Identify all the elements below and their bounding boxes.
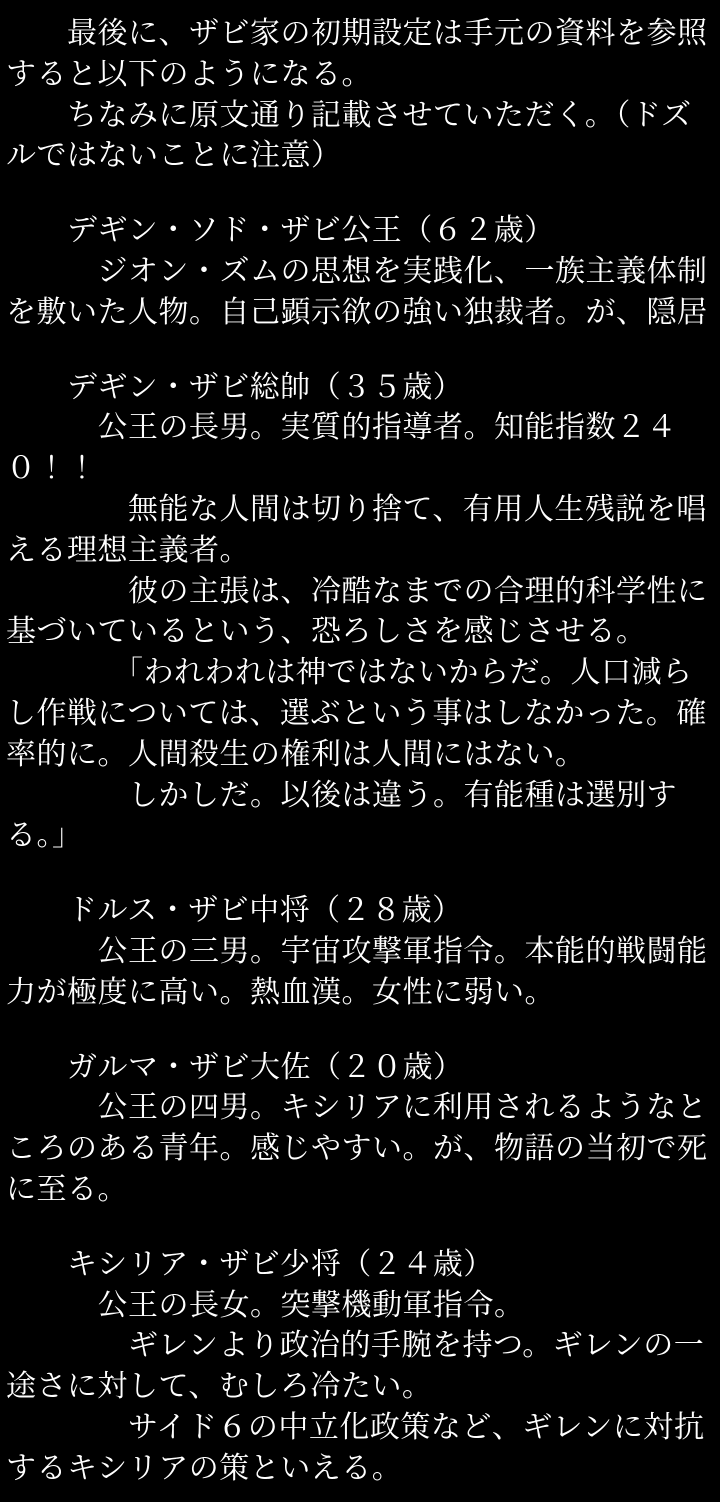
- heading-degwin: デギン・ソド・ザビ公王（６２歳）: [6, 213, 555, 249]
- paragraph-spacer: [6, 1014, 712, 1048]
- paragraph-spacer: [6, 177, 712, 211]
- paragraph-degwin-description: ジオン・ズムの思想を実践化、一族主義体制を敷いた人物。自己顕示欲の強い独裁者。が、隠居: [6, 253, 708, 330]
- paragraph-gihren-description-3: 彼の主張は、冷酷なまでの合理的科学性に基づいているという、恐ろしさを感じさせる。: [6, 573, 708, 650]
- paragraph-intro-2: ちなみに原文通り記載させていただく。（ドズルではないことに注意）: [6, 97, 692, 174]
- heading-garma: ガルマ・ザビ大佐（２０歳）: [6, 1049, 464, 1085]
- paragraph-garma-description: 公王の四男。キシリアに利用されるようなところのある青年。感じやすい。が、物語の当初で死に至る。: [6, 1090, 708, 1207]
- paragraph-kycilia-description-2: ギレンより政治的手腕を持つ。ギレンの一途さに対して、むしろ冷たい。: [6, 1328, 705, 1405]
- paragraph-spacer: [6, 1211, 712, 1245]
- paragraph-gihren-quote-2: しかしだ。以後は違う。有能種は選別する。」: [6, 777, 677, 854]
- heading-kycilia: キシリア・ザビ少将（２４歳）: [6, 1246, 494, 1282]
- paragraph-spacer: [6, 857, 712, 891]
- paragraph-spacer: [6, 334, 712, 368]
- heading-gihren: デギン・ザビ総帥（３５歳）: [6, 369, 464, 405]
- paragraph-kycilia-description-3: サイド６の中立化政策など、ギレンに対抗するキシリアの策といえる。: [6, 1409, 705, 1486]
- paragraph-gihren-description-2: 無能な人間は切り捨て、有用人生残説を唱える理想主義者。: [6, 491, 707, 568]
- paragraph-gihren-description-1: 公王の長男。実質的指導者。知能指数２４０！！: [6, 410, 677, 487]
- paragraph-kycilia-description-1: 公王の長女。突撃機動軍指令。: [6, 1287, 525, 1323]
- heading-dozle: ドルス・ザビ中将（２８歳）: [6, 893, 463, 929]
- paragraph-intro-1: 最後に、ザビ家の初期設定は手元の資料を参照すると以下のようになる。: [6, 16, 708, 92]
- paragraph-gihren-quote-1: 「われわれは神ではないからだ。人口減らし作戦については、選ぶという事はしなかった。確率的に。人間殺生の権利は人間にはない。: [6, 655, 707, 772]
- paragraph-dozle-description: 公王の三男。宇宙攻撃軍指令。本能的戦闘能力が極度に高い。熱血漢。女性に弱い。: [6, 933, 708, 1010]
